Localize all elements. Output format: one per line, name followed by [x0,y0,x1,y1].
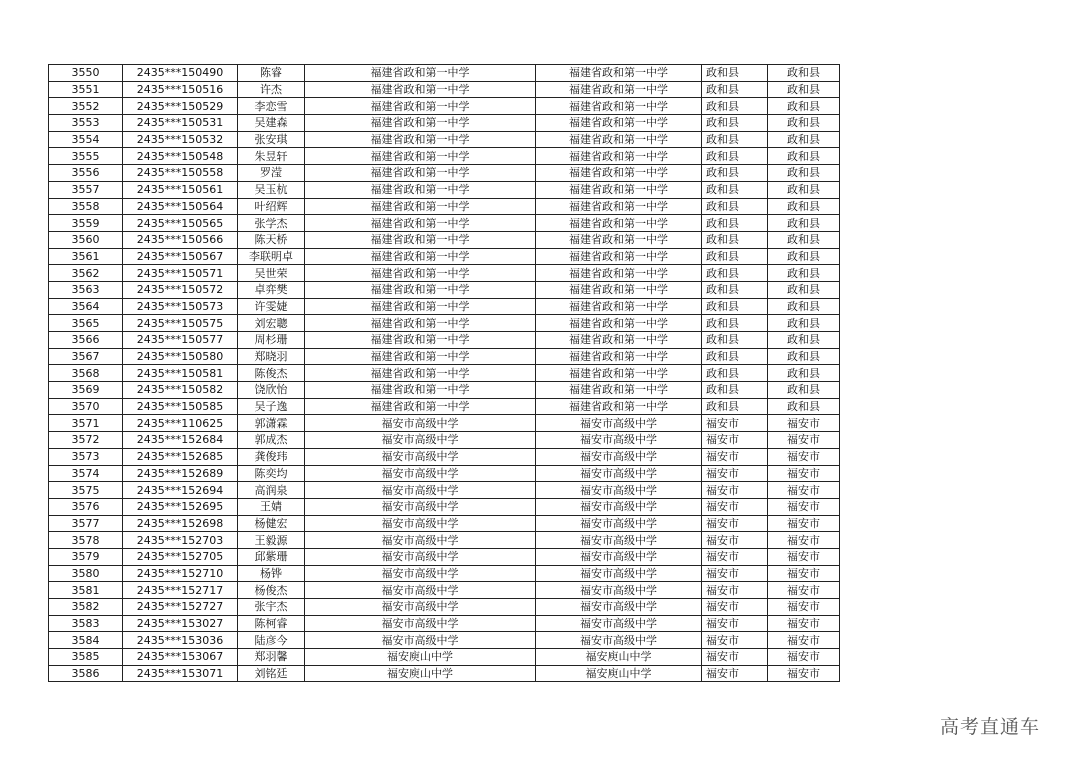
seq-number-cell: 3553 [49,115,123,132]
county-cell: 政和县 [702,265,768,282]
seq-number-cell: 3564 [49,298,123,315]
school-name-cell: 福建省政和第一中学 [305,215,536,232]
region-cell: 政和县 [768,248,840,265]
exam-id-cell: 2435***150577 [123,332,238,349]
county-cell: 政和县 [702,165,768,182]
table-row [49,115,840,132]
county-cell: 福安市 [702,465,768,482]
school-name-cell: 福建省政和第一中学 [305,398,536,415]
county-cell: 福安市 [702,532,768,549]
student-name-cell: 朱昱轩 [238,148,305,165]
county-cell: 福安市 [702,615,768,632]
registered-school-cell: 福安市高级中学 [536,465,702,482]
school-name-cell: 福安市高级中学 [305,415,536,432]
student-name-cell: 陈奕均 [238,465,305,482]
seq-number-cell: 3560 [49,231,123,248]
school-name-cell: 福安市高级中学 [305,482,536,499]
table-row [49,365,840,382]
seq-number-cell: 3565 [49,315,123,332]
registered-school-cell: 福安市高级中学 [536,432,702,449]
student-name-cell: 饶欣怡 [238,382,305,399]
seq-number-cell: 3559 [49,215,123,232]
table-row [49,65,840,82]
seq-number-cell: 3576 [49,498,123,515]
region-cell: 福安市 [768,548,840,565]
exam-id-cell: 2435***150572 [123,281,238,298]
region-cell: 福安市 [768,632,840,649]
table-row [49,248,840,265]
seq-number-cell: 3567 [49,348,123,365]
region-cell: 政和县 [768,131,840,148]
exam-id-cell: 2435***150531 [123,115,238,132]
registered-school-cell: 福安市高级中学 [536,498,702,515]
region-cell: 福安市 [768,582,840,599]
student-name-cell: 李恋雪 [238,98,305,115]
region-cell: 政和县 [768,81,840,98]
table-row [49,165,840,182]
county-cell: 福安市 [702,548,768,565]
registered-school-cell: 福建省政和第一中学 [536,115,702,132]
county-cell: 政和县 [702,281,768,298]
county-cell: 政和县 [702,348,768,365]
exam-id-cell: 2435***150580 [123,348,238,365]
exam-id-cell: 2435***150558 [123,165,238,182]
county-cell: 政和县 [702,81,768,98]
seq-number-cell: 3555 [49,148,123,165]
region-cell: 政和县 [768,165,840,182]
seq-number-cell: 3571 [49,415,123,432]
county-cell: 福安市 [702,482,768,499]
county-cell: 福安市 [702,582,768,599]
table-row [49,532,840,549]
registered-school-cell: 福建省政和第一中学 [536,315,702,332]
seq-number-cell: 3577 [49,515,123,532]
student-name-cell: 许杰 [238,81,305,98]
region-cell: 福安市 [768,432,840,449]
registered-school-cell: 福建省政和第一中学 [536,148,702,165]
seq-number-cell: 3557 [49,181,123,198]
table-row [49,198,840,215]
table-row [49,181,840,198]
county-cell: 福安市 [702,432,768,449]
school-name-cell: 福建省政和第一中学 [305,265,536,282]
seq-number-cell: 3556 [49,165,123,182]
table-row [49,332,840,349]
table-row [49,649,840,666]
registered-school-cell: 福安市高级中学 [536,515,702,532]
school-name-cell: 福建省政和第一中学 [305,332,536,349]
exam-id-cell: 2435***150532 [123,131,238,148]
region-cell: 政和县 [768,148,840,165]
county-cell: 政和县 [702,98,768,115]
county-cell: 政和县 [702,131,768,148]
exam-id-cell: 2435***150575 [123,315,238,332]
county-cell: 福安市 [702,498,768,515]
school-name-cell: 福建省政和第一中学 [305,315,536,332]
school-name-cell: 福建省政和第一中学 [305,131,536,148]
county-cell: 福安市 [702,599,768,616]
school-name-cell: 福建省政和第一中学 [305,231,536,248]
registered-school-cell: 福建省政和第一中学 [536,281,702,298]
registered-school-cell: 福建省政和第一中学 [536,332,702,349]
table-row [49,498,840,515]
region-cell: 政和县 [768,198,840,215]
table-row [49,265,840,282]
registered-school-cell: 福建省政和第一中学 [536,398,702,415]
exam-id-cell: 2435***150573 [123,298,238,315]
student-name-cell: 吴世荣 [238,265,305,282]
school-name-cell: 福安市高级中学 [305,615,536,632]
table-row [49,515,840,532]
table-row [49,315,840,332]
school-name-cell: 福建省政和第一中学 [305,165,536,182]
records-table [48,64,840,682]
school-name-cell: 福安市高级中学 [305,548,536,565]
region-cell: 福安市 [768,665,840,682]
seq-number-cell: 3568 [49,365,123,382]
registered-school-cell: 福建省政和第一中学 [536,265,702,282]
region-cell: 政和县 [768,215,840,232]
exam-id-cell: 2435***150565 [123,215,238,232]
county-cell: 政和县 [702,315,768,332]
county-cell: 福安市 [702,665,768,682]
school-name-cell: 福安市高级中学 [305,632,536,649]
seq-number-cell: 3566 [49,332,123,349]
school-name-cell: 福建省政和第一中学 [305,365,536,382]
county-cell: 福安市 [702,515,768,532]
exam-id-cell: 2435***152717 [123,582,238,599]
table-row [49,281,840,298]
registered-school-cell: 福建省政和第一中学 [536,181,702,198]
county-cell: 福安市 [702,565,768,582]
school-name-cell: 福安市高级中学 [305,582,536,599]
exam-id-cell: 2435***110625 [123,415,238,432]
county-cell: 政和县 [702,398,768,415]
region-cell: 政和县 [768,298,840,315]
exam-id-cell: 2435***150585 [123,398,238,415]
student-name-cell: 王毅源 [238,532,305,549]
student-name-cell: 郭成杰 [238,432,305,449]
seq-number-cell: 3550 [49,65,123,82]
seq-number-cell: 3563 [49,281,123,298]
table-row [49,398,840,415]
registered-school-cell: 福建省政和第一中学 [536,131,702,148]
seq-number-cell: 3561 [49,248,123,265]
registered-school-cell: 福建省政和第一中学 [536,215,702,232]
student-name-cell: 高润泉 [238,482,305,499]
student-name-cell: 刘铭廷 [238,665,305,682]
student-name-cell: 刘宏聰 [238,315,305,332]
exam-id-cell: 2435***150581 [123,365,238,382]
seq-number-cell: 3584 [49,632,123,649]
student-name-cell: 许雯婕 [238,298,305,315]
region-cell: 政和县 [768,365,840,382]
registered-school-cell: 福安市高级中学 [536,615,702,632]
registered-school-cell: 福建省政和第一中学 [536,81,702,98]
school-name-cell: 福建省政和第一中学 [305,148,536,165]
region-cell: 政和县 [768,115,840,132]
table-row [49,465,840,482]
table-row [49,298,840,315]
region-cell: 政和县 [768,265,840,282]
registered-school-cell: 福安市高级中学 [536,532,702,549]
student-name-cell: 杨健宏 [238,515,305,532]
school-name-cell: 福安市高级中学 [305,432,536,449]
seq-number-cell: 3562 [49,265,123,282]
table-row [49,632,840,649]
exam-id-cell: 2435***150561 [123,181,238,198]
region-cell: 福安市 [768,498,840,515]
school-name-cell: 福安市高级中学 [305,448,536,465]
region-cell: 政和县 [768,382,840,399]
seq-number-cell: 3582 [49,599,123,616]
region-cell: 政和县 [768,65,840,82]
registered-school-cell: 福建省政和第一中学 [536,165,702,182]
school-name-cell: 福建省政和第一中学 [305,298,536,315]
county-cell: 政和县 [702,198,768,215]
registered-school-cell: 福建省政和第一中学 [536,98,702,115]
table-row [49,665,840,682]
region-cell: 福安市 [768,448,840,465]
records-table-body [49,65,840,682]
table-row [49,231,840,248]
exam-id-cell: 2435***150566 [123,231,238,248]
region-cell: 政和县 [768,398,840,415]
seq-number-cell: 3552 [49,98,123,115]
school-name-cell: 福安市高级中学 [305,565,536,582]
registered-school-cell: 福安庾山中学 [536,649,702,666]
school-name-cell: 福建省政和第一中学 [305,65,536,82]
table-row [49,448,840,465]
registered-school-cell: 福安市高级中学 [536,632,702,649]
region-cell: 政和县 [768,315,840,332]
student-name-cell: 陆彦今 [238,632,305,649]
exam-id-cell: 2435***152695 [123,498,238,515]
table-row [49,415,840,432]
exam-id-cell: 2435***153027 [123,615,238,632]
table-row [49,565,840,582]
school-name-cell: 福安市高级中学 [305,599,536,616]
student-name-cell: 罗滢 [238,165,305,182]
exam-id-cell: 2435***153036 [123,632,238,649]
registered-school-cell: 福安市高级中学 [536,548,702,565]
county-cell: 政和县 [702,65,768,82]
school-name-cell: 福建省政和第一中学 [305,81,536,98]
student-name-cell: 吴玉杭 [238,181,305,198]
seq-number-cell: 3579 [49,548,123,565]
school-name-cell: 福建省政和第一中学 [305,248,536,265]
county-cell: 福安市 [702,632,768,649]
student-name-cell: 郑羽馨 [238,649,305,666]
school-name-cell: 福建省政和第一中学 [305,382,536,399]
county-cell: 政和县 [702,332,768,349]
registered-school-cell: 福建省政和第一中学 [536,65,702,82]
region-cell: 政和县 [768,348,840,365]
table-row [49,81,840,98]
table-row [49,582,840,599]
registered-school-cell: 福建省政和第一中学 [536,365,702,382]
county-cell: 政和县 [702,248,768,265]
exam-id-cell: 2435***150529 [123,98,238,115]
registered-school-cell: 福安市高级中学 [536,482,702,499]
seq-number-cell: 3585 [49,649,123,666]
table-row [49,348,840,365]
school-name-cell: 福建省政和第一中学 [305,181,536,198]
student-name-cell: 李联明卓 [238,248,305,265]
county-cell: 政和县 [702,148,768,165]
seq-number-cell: 3572 [49,432,123,449]
registered-school-cell: 福建省政和第一中学 [536,248,702,265]
exam-id-cell: 2435***152703 [123,532,238,549]
exam-id-cell: 2435***152684 [123,432,238,449]
registered-school-cell: 福安市高级中学 [536,415,702,432]
school-name-cell: 福建省政和第一中学 [305,198,536,215]
exam-id-cell: 2435***150516 [123,81,238,98]
student-name-cell: 陈睿 [238,65,305,82]
school-name-cell: 福建省政和第一中学 [305,281,536,298]
school-name-cell: 福安庾山中学 [305,665,536,682]
school-name-cell: 福建省政和第一中学 [305,115,536,132]
student-name-cell: 张安琪 [238,131,305,148]
region-cell: 福安市 [768,565,840,582]
student-name-cell: 陈俊杰 [238,365,305,382]
region-cell: 政和县 [768,181,840,198]
table-row [49,432,840,449]
table-row [49,98,840,115]
region-cell: 政和县 [768,98,840,115]
county-cell: 政和县 [702,382,768,399]
school-name-cell: 福安市高级中学 [305,532,536,549]
region-cell: 福安市 [768,599,840,616]
table-row [49,599,840,616]
registered-school-cell: 福建省政和第一中学 [536,231,702,248]
student-name-cell: 张宇杰 [238,599,305,616]
exam-id-cell: 2435***150567 [123,248,238,265]
region-cell: 政和县 [768,332,840,349]
seq-number-cell: 3573 [49,448,123,465]
registered-school-cell: 福建省政和第一中学 [536,382,702,399]
county-cell: 福安市 [702,415,768,432]
student-name-cell: 龚俊玮 [238,448,305,465]
table-row [49,615,840,632]
exam-id-cell: 2435***153071 [123,665,238,682]
exam-id-cell: 2435***152710 [123,565,238,582]
exam-id-cell: 2435***152685 [123,448,238,465]
exam-id-cell: 2435***152705 [123,548,238,565]
county-cell: 政和县 [702,298,768,315]
county-cell: 福安市 [702,649,768,666]
table-row [49,548,840,565]
registered-school-cell: 福建省政和第一中学 [536,298,702,315]
region-cell: 政和县 [768,281,840,298]
student-name-cell: 郑晓羽 [238,348,305,365]
seq-number-cell: 3558 [49,198,123,215]
table-row [49,215,840,232]
school-name-cell: 福安市高级中学 [305,515,536,532]
exam-id-cell: 2435***150564 [123,198,238,215]
county-cell: 政和县 [702,115,768,132]
watermark-text: 高考直通车 [940,716,1041,738]
student-name-cell: 吴建森 [238,115,305,132]
exam-id-cell: 2435***150571 [123,265,238,282]
student-name-cell: 周杉珊 [238,332,305,349]
seq-number-cell: 3570 [49,398,123,415]
registered-school-cell: 福安市高级中学 [536,582,702,599]
student-name-cell: 陈柯睿 [238,615,305,632]
seq-number-cell: 3581 [49,582,123,599]
registered-school-cell: 福安市高级中学 [536,565,702,582]
seq-number-cell: 3569 [49,382,123,399]
exam-id-cell: 2435***152698 [123,515,238,532]
seq-number-cell: 3574 [49,465,123,482]
seq-number-cell: 3586 [49,665,123,682]
student-name-cell: 吴子逸 [238,398,305,415]
student-name-cell: 王婧 [238,498,305,515]
seq-number-cell: 3583 [49,615,123,632]
exam-id-cell: 2435***150548 [123,148,238,165]
exam-id-cell: 2435***152727 [123,599,238,616]
seq-number-cell: 3554 [49,131,123,148]
seq-number-cell: 3578 [49,532,123,549]
seq-number-cell: 3580 [49,565,123,582]
exam-id-cell: 2435***150490 [123,65,238,82]
seq-number-cell: 3575 [49,482,123,499]
region-cell: 政和县 [768,231,840,248]
county-cell: 政和县 [702,181,768,198]
registered-school-cell: 福安市高级中学 [536,448,702,465]
school-name-cell: 福安市高级中学 [305,498,536,515]
region-cell: 福安市 [768,465,840,482]
school-name-cell: 福建省政和第一中学 [305,98,536,115]
student-name-cell: 陈天桥 [238,231,305,248]
student-name-cell: 叶绍辉 [238,198,305,215]
school-name-cell: 福安市高级中学 [305,465,536,482]
registered-school-cell: 福建省政和第一中学 [536,198,702,215]
student-name-cell: 杨俊杰 [238,582,305,599]
county-cell: 政和县 [702,215,768,232]
school-name-cell: 福安庾山中学 [305,649,536,666]
region-cell: 福安市 [768,649,840,666]
region-cell: 福安市 [768,415,840,432]
exam-id-cell: 2435***152694 [123,482,238,499]
region-cell: 福安市 [768,615,840,632]
student-name-cell: 杨铧 [238,565,305,582]
school-name-cell: 福建省政和第一中学 [305,348,536,365]
region-cell: 福安市 [768,532,840,549]
table-row [49,131,840,148]
county-cell: 政和县 [702,365,768,382]
exam-id-cell: 2435***150582 [123,382,238,399]
seq-number-cell: 3551 [49,81,123,98]
student-name-cell: 郭潇霖 [238,415,305,432]
registered-school-cell: 福安市高级中学 [536,599,702,616]
county-cell: 政和县 [702,231,768,248]
exam-id-cell: 2435***153067 [123,649,238,666]
county-cell: 福安市 [702,448,768,465]
exam-id-cell: 2435***152689 [123,465,238,482]
table-row [49,382,840,399]
student-name-cell: 卓弈樊 [238,281,305,298]
table-row [49,482,840,499]
region-cell: 福安市 [768,515,840,532]
student-name-cell: 邱紫珊 [238,548,305,565]
registered-school-cell: 福建省政和第一中学 [536,348,702,365]
student-name-cell: 张学杰 [238,215,305,232]
table-row [49,148,840,165]
registered-school-cell: 福安庾山中学 [536,665,702,682]
region-cell: 福安市 [768,482,840,499]
